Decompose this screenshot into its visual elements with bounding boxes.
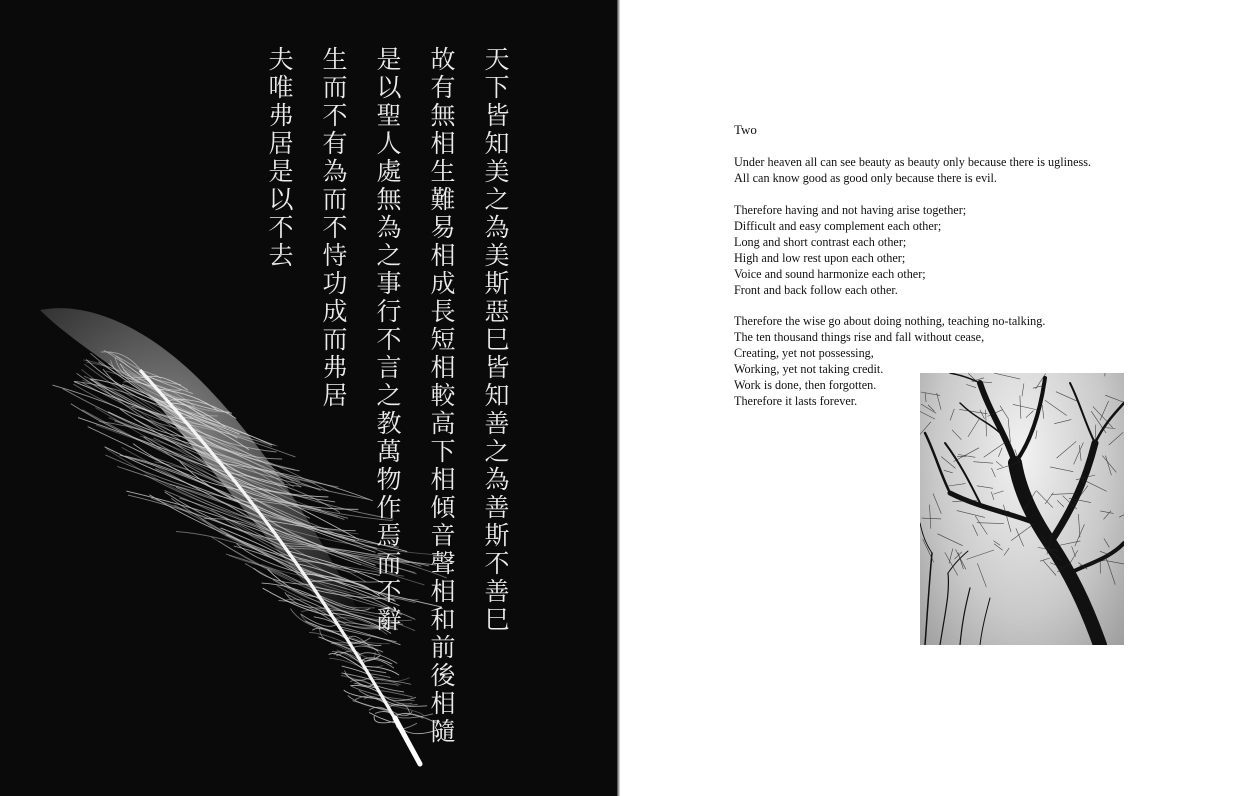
- poem-line: Working, yet not taking credit.: [734, 361, 884, 376]
- stanza-1: [734, 155, 1091, 187]
- poem-title: Two: [734, 122, 757, 137]
- poem-line: The ten thousand things rise and fall without cease,: [734, 329, 985, 344]
- poem-line: Long and short contrast each other;: [734, 234, 907, 249]
- calligraphy-column: 是以聖人處無為之事行不言之教萬物作焉而不辭: [373, 46, 402, 634]
- chinese-calligraphy-text: [262, 46, 522, 746]
- poem-line: Under heaven all can see beauty as beauty only because there is ugliness.: [734, 155, 1092, 169]
- bare-tree-photo: [920, 373, 1124, 645]
- stanza-2: [734, 203, 966, 298]
- calligraphy-column: 故有無相生難易相成長短相較高下相傾音聲相和前後相隨: [427, 46, 456, 746]
- poem-line: Therefore having and not having arise together;: [734, 203, 967, 217]
- poem-line: Front and back follow each other.: [734, 282, 898, 297]
- poem-line: High and low rest upon each other;: [734, 250, 906, 265]
- right-page: [620, 0, 1240, 796]
- calligraphy-column: 夫唯弗居是以不去: [265, 46, 294, 270]
- poem-line: Difficult and easy complement each other;: [734, 218, 942, 233]
- poem-line: All can know good as good only because there is evil.: [734, 170, 997, 185]
- poem-line: Work is done, then forgotten.: [734, 377, 877, 392]
- calligraphy-column: 天下皆知美之為美斯惡巳皆知善之為善斯不善巳: [481, 46, 510, 634]
- poem-line: Creating, yet not possessing,: [734, 345, 874, 360]
- poem-line: Therefore the wise go about doing nothing, teaching no-talking.: [734, 314, 1046, 328]
- calligraphy-column: 生而不有為而不恃功成而弗居: [319, 46, 348, 410]
- left-page: [0, 0, 617, 796]
- poem-line: Therefore it lasts forever.: [734, 393, 858, 408]
- poem-line: Voice and sound harmonize each other;: [734, 266, 926, 281]
